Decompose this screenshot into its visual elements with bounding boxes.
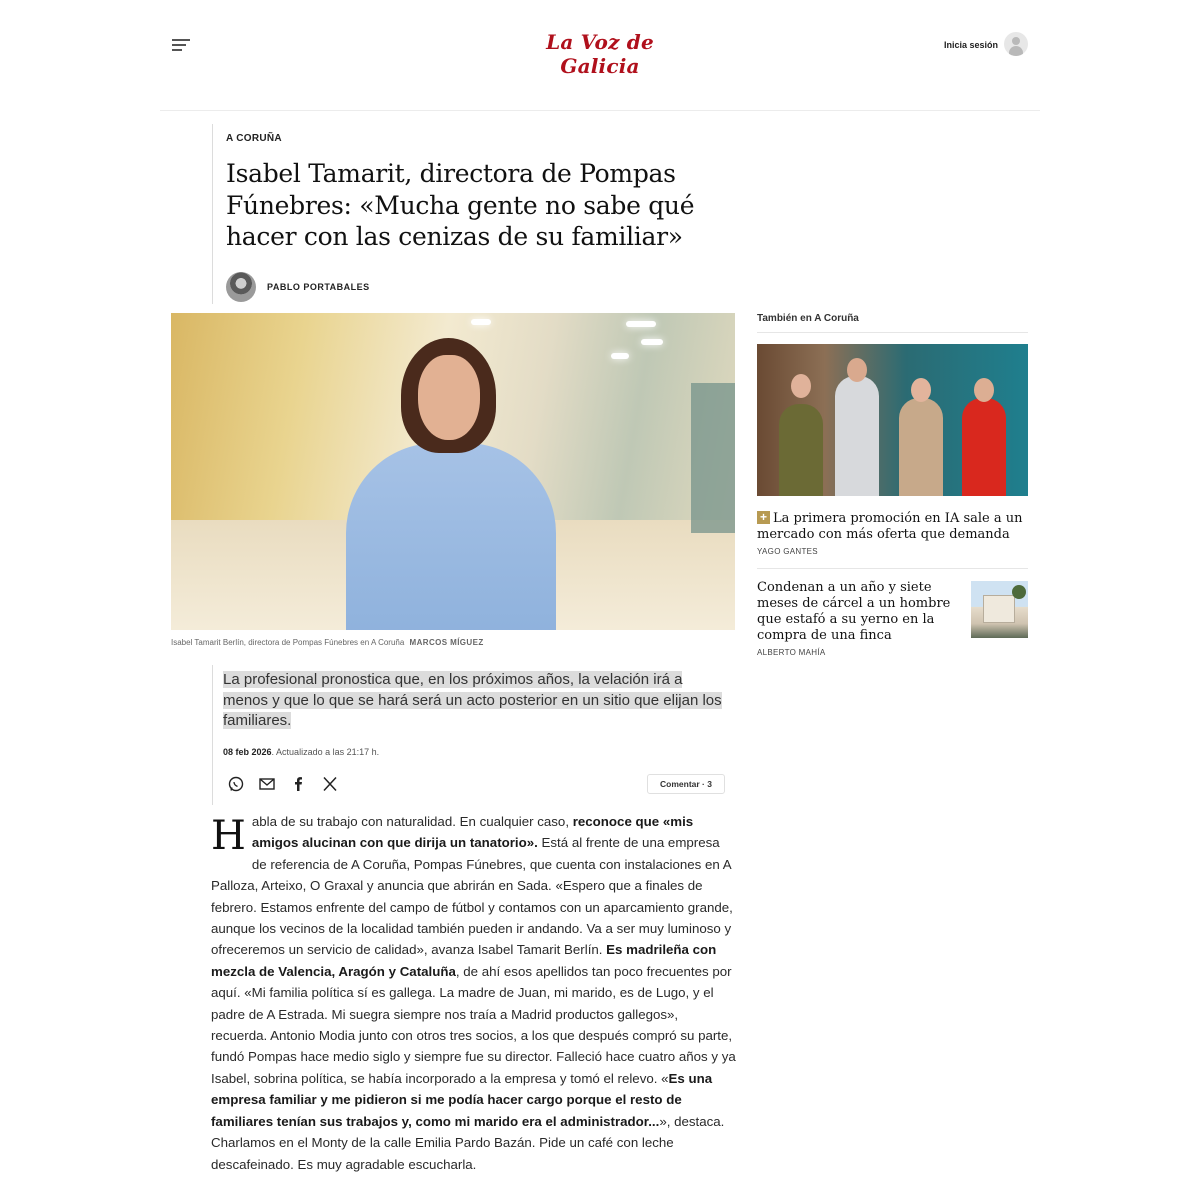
whatsapp-icon[interactable] [225, 773, 247, 795]
related-article-photo[interactable] [757, 344, 1028, 496]
site-header [160, 0, 1040, 111]
related-article-headline[interactable] [757, 511, 1028, 543]
author-name[interactable]: PABLO PORTABALES [267, 282, 370, 292]
publish-date: 08 feb 2026 [223, 746, 272, 757]
portrait-subject [346, 333, 556, 630]
summary-highlight: La profesional pronostica que, en los próximos años, la velación irá a menos y que lo que se hará será un acto posterior en un sitio que elijan los familiares. [223, 671, 722, 729]
comment-button[interactable]: Comentar · 3 [647, 774, 725, 794]
email-icon[interactable] [256, 773, 278, 795]
updated-time: . Actualizado a las 21:17 h. [271, 746, 380, 757]
related-article-thumbnail[interactable] [971, 581, 1028, 638]
site-logo[interactable]: La Voz de Galicia [546, 30, 654, 78]
main-article-photo[interactable] [171, 313, 735, 630]
article-summary [223, 670, 723, 732]
body-text: Está al frente de una empresa de referencia de A Coruña, Pompas Fúnebres, que cuenta con instalaciones en A Palloza, Arteixo, O Graxal y anuncia que abrirán en Sada. «Espero que a finales de febrero. Estamos enfrente del campo de fútbol y contamos con un aparcamiento grande, aunque los vecinos de la localidad también pueden ir andando. Va a ser muy luminoso y ofreceremos un servicio de calidad», avanza Isabel Tamarit Berlín. [211, 835, 733, 958]
body-bold-text: reconoce que «mis amigos alucinan con que dirija un tanatorio». [251, 814, 694, 851]
related-sidebar [757, 313, 1028, 661]
facebook-icon[interactable] [287, 773, 309, 795]
plus-icon: + [757, 511, 770, 524]
section-label[interactable]: A CORUÑA [226, 133, 282, 144]
photo-caption [171, 638, 484, 647]
photo-credit: MARCOS MÍGUEZ [409, 638, 484, 647]
sidebar-title: También en A Coruña [757, 313, 1028, 333]
user-avatar-icon[interactable] [1004, 32, 1028, 56]
photo-caption-text: Isabel Tamarit Berlín, directora de Pompas Fúnebres en A Coruña [171, 638, 405, 647]
body-text: abla de su trabajo con naturalidad. En cualquier caso, [251, 814, 573, 829]
hamburger-menu-icon[interactable] [172, 38, 192, 52]
x-icon[interactable] [319, 773, 341, 795]
related-article[interactable] [757, 496, 1028, 556]
share-bar [225, 773, 725, 795]
dropcap: H [211, 813, 246, 859]
article-body [211, 811, 736, 1175]
body-bold-text: Es madrileña con mezcla de Valencia, Aragón y Cataluña [211, 942, 717, 979]
related-article-author[interactable]: ALBERTO MAHÍA [757, 648, 826, 657]
related-article-headline[interactable]: Condenan a un año y siete meses de cárcel a un hombre que estafó a su yerno en la compra de una finca [757, 580, 951, 643]
related-article-headline-text[interactable]: La primera promoción en IA sale a un mercado con más oferta que demanda [757, 511, 1023, 542]
body-text: », destaca. Charlamos en el Monty de la calle Emilia Pardo Bazán. Pide un café con leche descafeinado. Es muy agradable escucharla. [211, 1113, 725, 1172]
author-avatar[interactable] [226, 272, 256, 302]
body-text: , de ahí esos apellidos tan poco frecuentes por aquí. «Mi familia política sí es gallega. La madre de Juan, mi marido, es de Lugo, y el padre de A Estrada. Mi suegra siempre nos traía a Madrid productos gallegos», recuerda. Antonio Modia junto con otros tres socios, a los que después compró su parte, fundó Pompas hace medio siglo y siempre fue su director. Falleció hace cuatro años y ya Isabel, sobrina política, se había incorporado a la empresa y tomó el relevo. « [211, 963, 736, 1086]
author-byline[interactable] [226, 272, 370, 302]
article-title: Isabel Tamarit, directora de Pompas Fúnebres: «Mucha gente no sabe qué hacer con las cenizas de su familiar» [226, 159, 695, 251]
login-link[interactable]: Inicia sesión [943, 40, 998, 50]
related-article-author[interactable]: YAGO GANTES [757, 547, 818, 556]
article-header [212, 124, 732, 304]
related-article[interactable] [757, 569, 1028, 661]
body-bold-text: Es una empresa familiar y me pidieron si me podía hacer cargo porque el resto de familiares tenían sus trabajos y, como mi marido era el administrador... [211, 1070, 713, 1129]
dateline [223, 747, 732, 757]
article-summary-block [212, 665, 732, 805]
